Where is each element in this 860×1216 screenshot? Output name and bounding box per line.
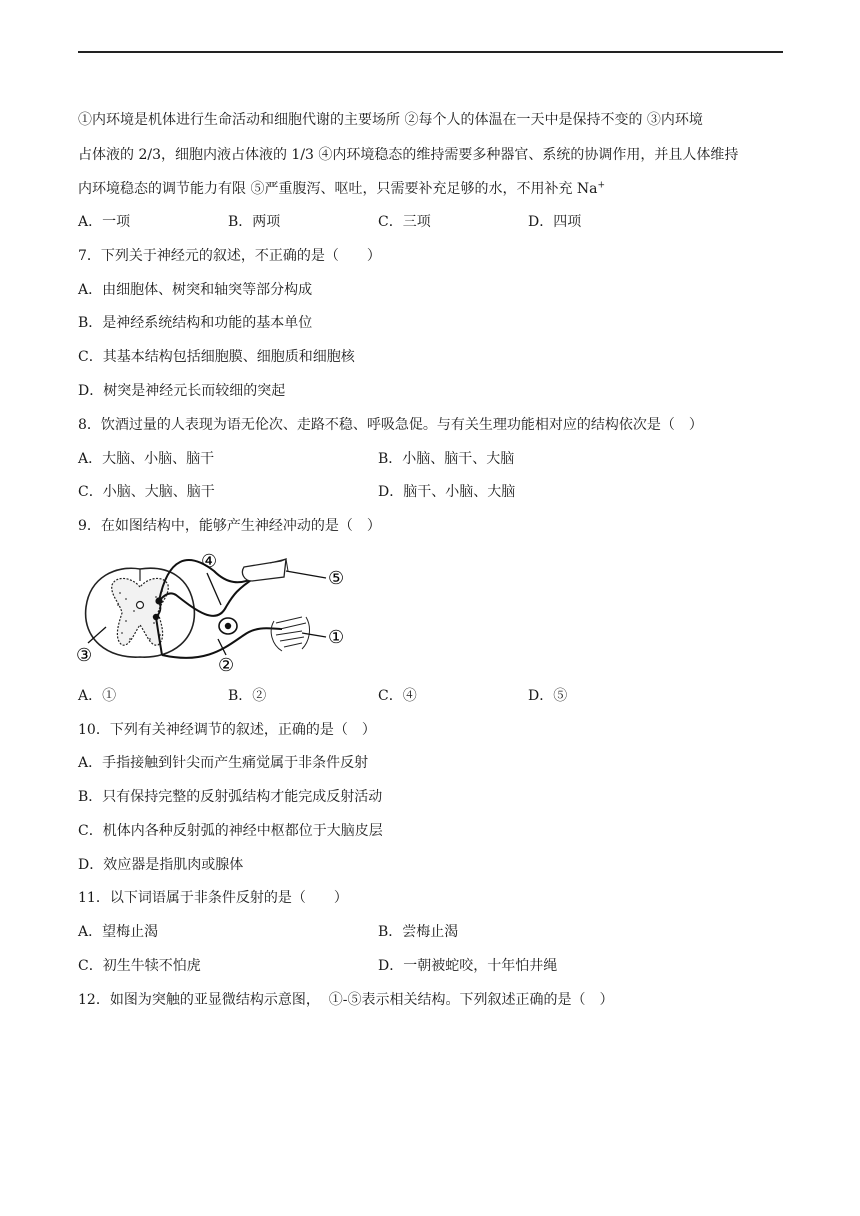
muscle-effector (271, 617, 309, 651)
figure-label-1: ① (328, 627, 345, 648)
q6-statement-superscript: + (597, 180, 606, 191)
q6-statement-line-3 (78, 179, 605, 199)
q6-option-b[interactable]: B．两项 (228, 214, 281, 230)
q9-option-d[interactable]: D．⑤ (528, 688, 568, 704)
reflex-arc-figure (76, 547, 358, 675)
q11-option-c[interactable]: C．初生牛犊不怕虎 (78, 958, 201, 974)
q8-option-c[interactable]: C．小脑、大脑、脑干 (78, 484, 215, 500)
finger-receptor (242, 559, 286, 581)
q6-statement-line-1: ①内环境是机体进行生命活动和细胞代谢的主要场所 ②每个人的体温在一天中是保持不变的 ③内环境 (78, 112, 703, 128)
central-canal (137, 602, 144, 609)
q10-option-b[interactable]: B．只有保持完整的反射弧结构才能完成反射活动 (78, 789, 383, 805)
q9-option-b[interactable]: B．② (228, 688, 267, 704)
q8-option-b[interactable]: B．小脑、脑干、大脑 (378, 451, 515, 467)
figure-label-4: ④ (201, 551, 218, 572)
q6-option-a[interactable]: A．一项 (78, 214, 131, 230)
q11-option-a[interactable]: A．望梅止渴 (78, 924, 159, 940)
q9-option-a[interactable]: A．① (78, 688, 117, 704)
figure-label-5: ⑤ (328, 568, 345, 589)
q10-option-a[interactable]: A．手指接触到针尖而产生痛觉属于非条件反射 (78, 755, 369, 771)
q7-option-c[interactable]: C．其基本结构包括细胞膜、细胞质和细胞核 (78, 349, 355, 365)
q9-stem: 9．在如图结构中，能够产生神经冲动的是（ ） (78, 518, 381, 534)
q6-option-c[interactable]: C．三项 (378, 214, 431, 230)
q6-statement-line-3-text: 内环境稳态的调节能力有限 ⑤严重腹泻、呕吐，只需要补充足够的水，不用补充 Na (78, 181, 598, 197)
q6-option-d[interactable]: D．四项 (528, 214, 582, 230)
q9-option-c[interactable]: C．④ (378, 688, 417, 704)
q7-option-d[interactable]: D．树突是神经元长而较细的突起 (78, 383, 286, 399)
q8-option-a[interactable]: A．大脑、小脑、脑干 (78, 451, 215, 467)
q7-option-b[interactable]: B．是神经系统结构和功能的基本单位 (78, 315, 313, 331)
figure-label-3: ③ (76, 645, 93, 666)
header-rule (78, 51, 783, 53)
q6-statement-line-2: 占体液的 2/3，细胞内液占体液的 1/3 ④内环境稳态的维持需要多种器官、系统的协调作用，并且人体维持 (78, 147, 739, 163)
figure-label-2: ② (218, 655, 235, 675)
q8-option-d[interactable]: D．脑干、小脑、大脑 (378, 484, 516, 500)
q10-stem: 10．下列有关神经调节的叙述，正确的是（ ） (78, 722, 376, 738)
q11-option-d[interactable]: D．一朝被蛇咬，十年怕井绳 (378, 958, 558, 974)
q11-stem: 11．以下词语属于非条件反射的是（ ） (78, 890, 348, 906)
q10-option-d[interactable]: D．效应器是指肌肉或腺体 (78, 857, 244, 873)
q12-stem: 12．如图为突触的亚显微结构示意图， ①-⑤表示相关结构。下列叙述正确的是（ ） (78, 992, 614, 1008)
q7-stem: 7．下列关于神经元的叙述，不正确的是（ ） (78, 248, 381, 264)
q10-option-c[interactable]: C．机体内各种反射弧的神经中枢都位于大脑皮层 (78, 823, 383, 839)
q8-stem: 8．饮酒过量的人表现为语无伦次、走路不稳、呼吸急促。与有关生理功能相对应的结构依次是（ ） (78, 417, 703, 433)
q11-option-b[interactable]: B．尝梅止渴 (378, 924, 459, 940)
q7-option-a[interactable]: A．由细胞体、树突和轴突等部分构成 (78, 282, 313, 298)
